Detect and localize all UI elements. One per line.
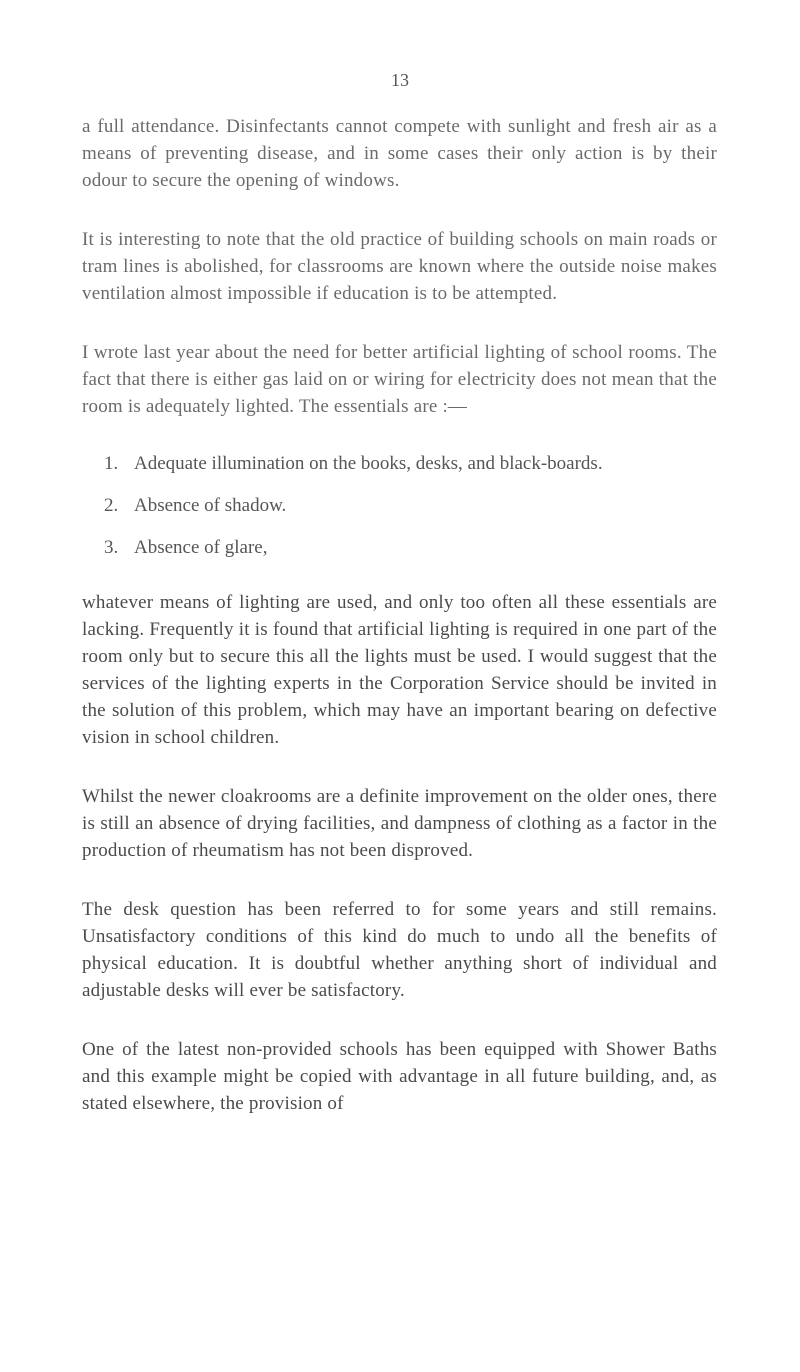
list-item-number: 2. [104,495,119,516]
paragraph-desk-question: The desk question has been referred to for some years and still remains. Unsatisfactory conditions of this kind do much to undo all the benefits of physical education. It is doubtful whether anything short of individual and adjustable desks will ever be satisfactory. [82,899,717,1001]
paragraph-school-locations: It is interesting to note that the old practice of building schools on main roads or tram lines is abolished, for classrooms are known where the outside noise makes ventilation almost impossible if education is to be attempted. [82,229,717,304]
body-text [82,113,717,1149]
paragraph-cloakrooms: Whilst the newer cloakrooms are a definite improvement on the older ones, there is still an absence of drying facilities, and dampness of clothing as a factor in the production of rheumatism has not been disproved. [82,786,717,861]
paragraph-lighting-experts: whatever means of lighting are used, and only too often all these essentials are lacking. Frequently it is found that artificial lighting is required in one part of the room only but to secure this all the lights must be used. I would suggest that the services of the lighting experts in the Corporation Service should be invited in the solution of this problem, which may have an important bearing on defective vision in school children. [82,592,717,748]
list-item-number: 3. [104,537,119,558]
paragraph-disinfectants: a full attendance. Disinfectants cannot compete with sunlight and fresh air as a means of preventing disease, and in some cases their only action is by their odour to secure the opening of windows. [82,116,717,191]
list-item-text: Adequate illumination on the books, desks, and black-boards. [134,453,603,474]
list-item [82,492,717,519]
list-item-text: Absence of glare, [134,537,268,558]
paragraph-artificial-lighting: I wrote last year about the need for better artificial lighting of school rooms. The fact that there is either gas laid on or wiring for electricity does not mean that the room is adequately lighted. The essentials are :— [82,342,717,417]
list-item-number: 1. [104,453,119,474]
lighting-essentials-list [82,450,717,561]
list-item [82,450,717,477]
list-item [82,534,717,561]
paragraph-shower-baths: One of the latest non-provided schools has been equipped with Shower Baths and this example might be copied with advantage in all future building, and, as stated elsewhere, the provision of [82,1039,717,1114]
list-item-text: Absence of shadow. [134,495,287,516]
page-number: 13 [391,70,409,90]
